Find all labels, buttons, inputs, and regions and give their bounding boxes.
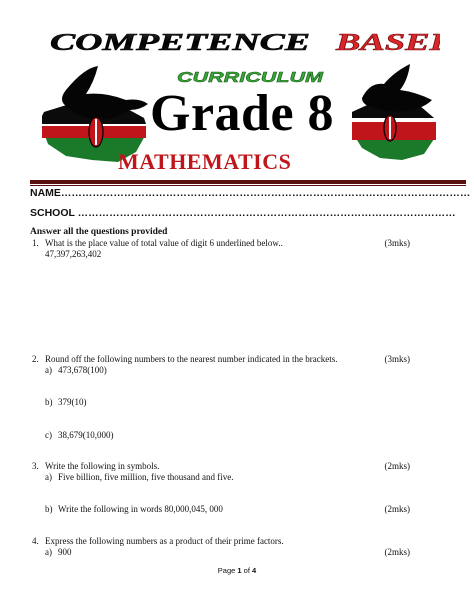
question-text: Write the following in symbols. <box>45 461 160 471</box>
part-text: 473,678(100) <box>58 365 107 375</box>
question-text: What is the place value of total value of digit 6 underlined below.. <box>45 238 283 248</box>
question-4 <box>32 536 284 547</box>
part-letter: a) <box>45 547 52 557</box>
question-3 <box>32 461 159 472</box>
page-current: 1 <box>237 566 242 575</box>
page-middle: of <box>241 566 253 575</box>
question-number: 2. <box>32 354 39 364</box>
subject-title: MATHEMATICS <box>118 149 292 174</box>
part-letter: a) <box>45 472 52 482</box>
grade-title: Grade 8 <box>150 85 335 142</box>
question-4a-marks: (2mks) <box>384 547 410 557</box>
page-prefix: Page <box>217 566 238 575</box>
question-1-marks: (3mks) <box>384 238 410 248</box>
question-3a <box>45 472 233 483</box>
part-text: 38,679(10,000) <box>58 430 114 440</box>
competence-based-wordart <box>40 28 440 58</box>
header-divider <box>30 180 466 184</box>
question-4a <box>45 547 72 558</box>
question-2b <box>45 397 87 408</box>
part-letter: b) <box>45 397 53 407</box>
question-number: 1. <box>32 238 39 248</box>
part-letter: a) <box>45 365 52 375</box>
question-3-marks: (2mks) <box>384 461 410 471</box>
question-text: Express the following numbers as a product of their prime factors. <box>45 536 284 546</box>
instructions: Answer all the questions provided <box>30 227 168 237</box>
wordart-competence: COMPETENCE <box>50 30 310 56</box>
question-number: 3. <box>32 461 39 471</box>
part-letter: b) <box>45 504 53 514</box>
question-2c <box>45 430 114 441</box>
page-total: 4 <box>252 566 257 575</box>
wordart-based: BASE <box>334 30 430 56</box>
part-text: Write the following in words 80,000,045, 000 <box>58 504 223 514</box>
question-1-number-value: 47,397,263,402 <box>45 249 102 259</box>
part-text: 379(10) <box>58 397 87 407</box>
question-2-marks: (3mks) <box>384 354 410 364</box>
question-number: 4. <box>32 536 39 546</box>
svg-text:CURRICULUM: CURRICULUM <box>177 69 324 86</box>
question-text: Round off the following numbers to the nearest number indicated in the brackets. <box>45 354 338 364</box>
part-text: 900 <box>58 547 72 557</box>
name-field[interactable]: NAME……………………………………………………………………………………………………… <box>30 187 471 199</box>
kenya-dove-logo-right <box>348 62 440 162</box>
question-3b-marks: (2mks) <box>384 504 410 514</box>
page-number <box>0 566 474 576</box>
question-3b <box>45 504 223 515</box>
part-text: Five billion, five million, five thousand and five. <box>58 472 234 482</box>
part-letter: c) <box>45 430 52 440</box>
question-2 <box>32 354 338 365</box>
question-2a <box>45 365 107 376</box>
question-1 <box>32 238 283 249</box>
school-field[interactable]: SCHOOL ……………………………………………………………………………………………… <box>30 207 456 219</box>
